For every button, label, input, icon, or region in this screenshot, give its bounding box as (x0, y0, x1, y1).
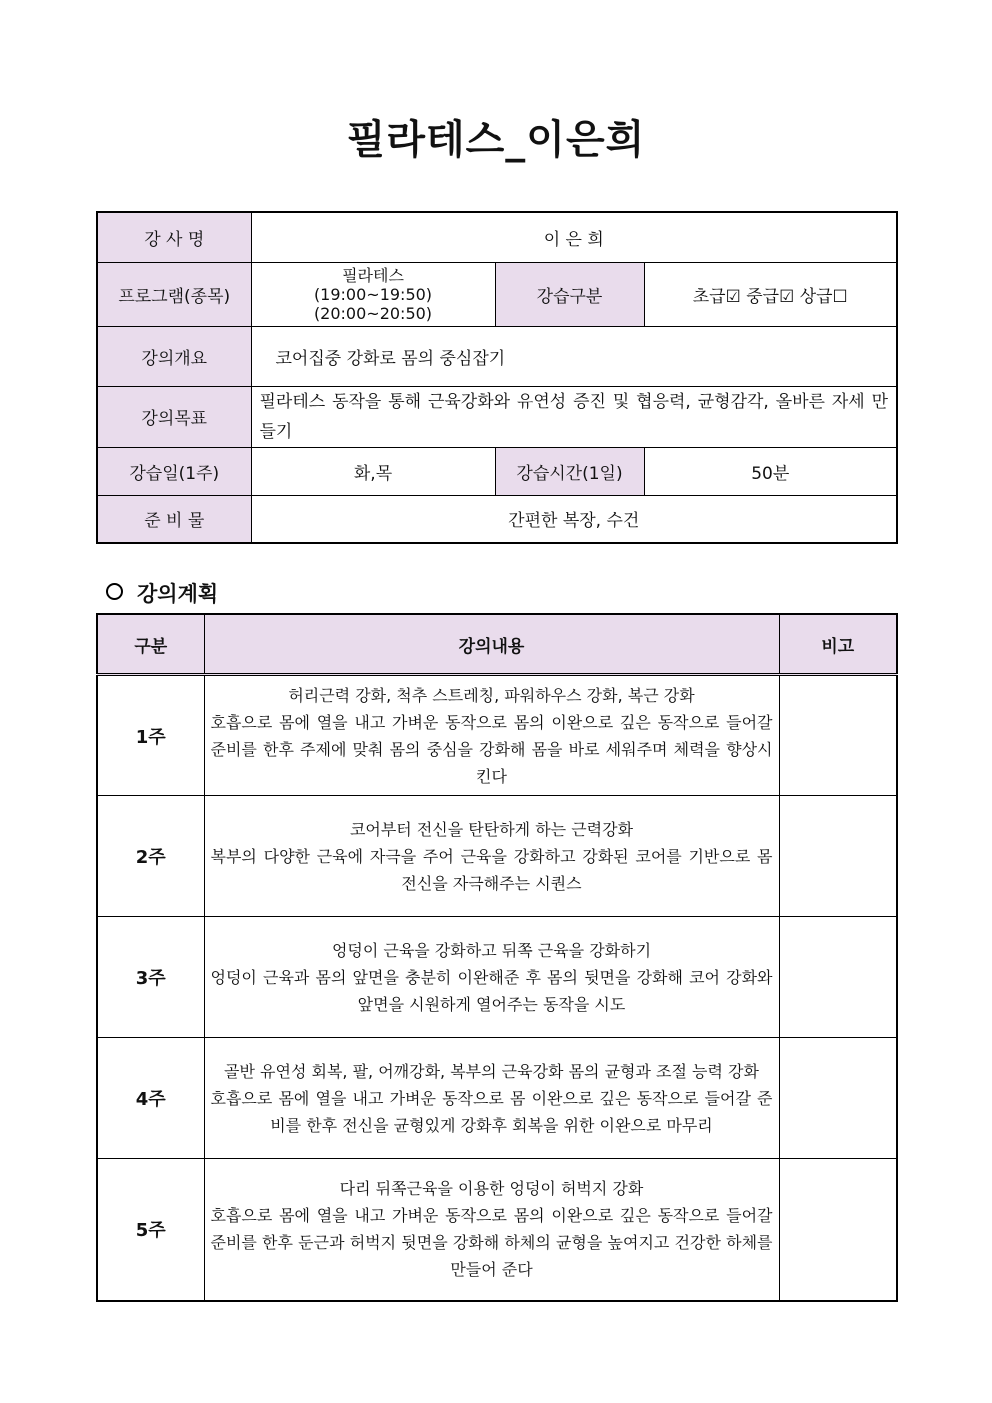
days-value: 화,목 (251, 447, 495, 495)
table-row (97, 796, 897, 917)
table-row (97, 917, 897, 1038)
week-cell: 2주 (97, 796, 204, 917)
content-detail: 복부의 다양한 근육에 자극을 주어 근육을 강화하고 강화된 코어를 기반으로 몸 전신을 자극해주는 시퀀스 (210, 846, 773, 893)
table-row (97, 1159, 897, 1301)
note-cell (779, 1159, 897, 1301)
content-detail: 호흡으로 몸에 열을 내고 가벼운 동작으로 몸 이완으로 깊은 동작으로 들어갈 준비를 한후 전신을 균형있게 강화후 회복을 위한 이완으로 마무리 (210, 1088, 773, 1135)
content-cell (204, 796, 779, 917)
week-cell: 4주 (97, 1038, 204, 1159)
content-cell (204, 1038, 779, 1159)
content-title: 코어부터 전신을 탄탄하게 하는 근력강화 (349, 819, 634, 839)
note-cell (779, 917, 897, 1038)
duration-label: 강습시간(1일) (495, 447, 644, 495)
header-note: 비고 (779, 614, 897, 675)
content-cell (204, 1159, 779, 1301)
level-label: 강습구분 (495, 262, 644, 326)
week-cell: 3주 (97, 917, 204, 1038)
program-cell (251, 262, 495, 326)
level-value: 초급☑ 중급☑ 상급☐ (644, 262, 897, 326)
content-cell (204, 675, 779, 796)
instructor-label: 강 사 명 (97, 212, 251, 262)
supplies-value: 간편한 복장, 수건 (251, 495, 897, 543)
table-row (97, 675, 897, 796)
content-title: 허리근력 강화, 척추 스트레칭, 파워하우스 강화, 복근 강화 (288, 685, 695, 705)
duration-value: 50분 (644, 447, 897, 495)
content-detail: 호흡으로 몸에 열을 내고 가벼운 동작으로 몸의 이완으로 깊은 동작으로 들어갈 준비를 한후 둔근과 허벅지 뒷면을 강화해 하체의 균형을 높여지고 건강한 하체를 만들어 준다 (210, 1206, 773, 1280)
note-cell (779, 1038, 897, 1159)
program-name: 필라테스 (342, 265, 404, 285)
content-detail: 엉덩이 근육과 몸의 앞면을 충분히 이완해준 후 몸의 뒷면을 강화해 코어 강화와 앞면을 시원하게 열어주는 동작을 시도 (210, 967, 773, 1014)
note-cell (779, 675, 897, 796)
lecture-plan-table (96, 613, 898, 1302)
course-info-table (96, 211, 898, 544)
header-week: 구분 (97, 614, 204, 675)
program-label: 프로그램(종목) (97, 262, 251, 326)
goal-text: 필라테스 동작을 통해 근육강화와 유연성 증진 및 협응력, 균형감각, 올바른 자세 만들기 (251, 386, 897, 447)
supplies-label: 준 비 물 (97, 495, 251, 543)
overview-label: 강의개요 (97, 326, 251, 386)
week-cell: 1주 (97, 675, 204, 796)
note-cell (779, 796, 897, 917)
content-title: 골반 유연성 회복, 팔, 어깨강화, 복부의 근육강화 몸의 균형과 조절 능력 강화 (224, 1061, 759, 1081)
program-time-1: (19:00~19:50) (313, 284, 433, 304)
page-title: 필라테스_이은희 (346, 117, 646, 163)
section-title: 강의계획 (137, 582, 219, 606)
content-detail: 호흡으로 몸에 열을 내고 가벼운 동작으로 몸의 이완으로 깊은 동작으로 들어갈 준비를 한후 주제에 맞춰 몸의 중심을 강화해 몸을 바로 세워주며 체력을 향상시킨다 (210, 712, 773, 786)
header-content: 강의내용 (204, 614, 779, 675)
instructor-name: 이 은 희 (251, 212, 897, 262)
goal-label: 강의목표 (97, 386, 251, 447)
overview-text: 코어집중 강화로 몸의 중심잡기 (251, 326, 897, 386)
content-title: 다리 뒤쪽근육을 이용한 엉덩이 허벅지 강화 (339, 1179, 644, 1199)
week-cell: 5주 (97, 1159, 204, 1301)
section-heading (106, 578, 218, 608)
circle-bullet-icon (106, 583, 123, 600)
table-row (97, 1038, 897, 1159)
content-title: 엉덩이 근육을 강화하고 뒤쪽 근육을 강화하기 (331, 940, 652, 960)
content-cell (204, 917, 779, 1038)
days-label: 강습일(1주) (97, 447, 251, 495)
program-time-2: (20:00~20:50) (313, 303, 433, 323)
